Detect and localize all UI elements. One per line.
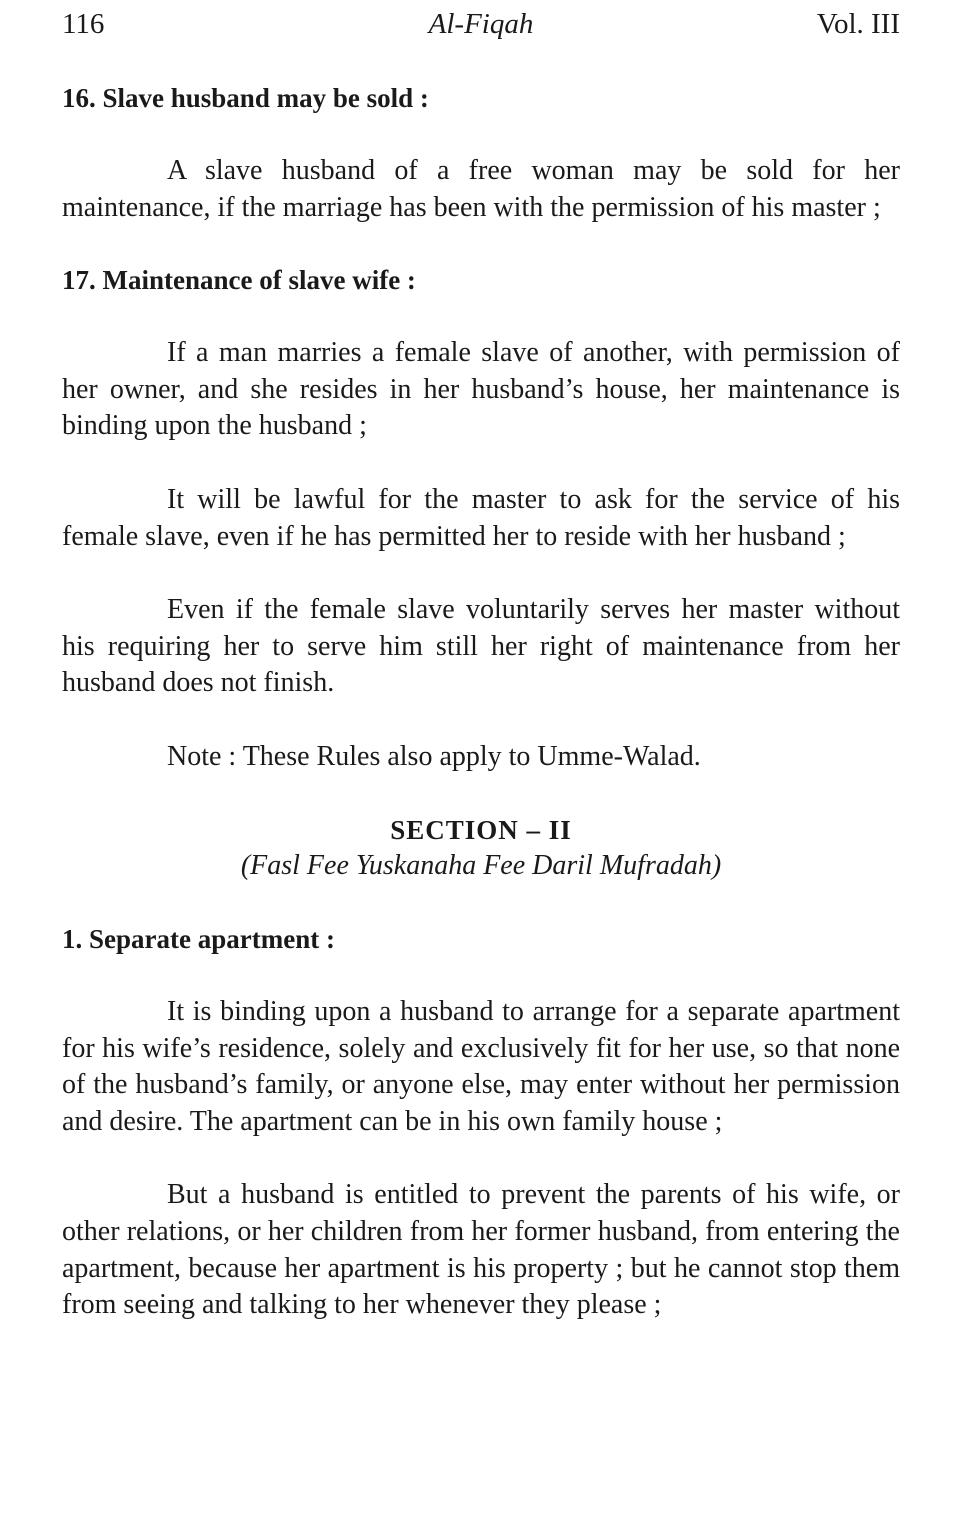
heading-slave-husband: 16. Slave husband may be sold : (62, 83, 429, 113)
running-header (62, 6, 900, 46)
page-number: 116 (62, 8, 105, 40)
heading-separate-apartment: 1. Separate apartment : (62, 923, 335, 954)
paragraph: It is binding upon a husband to arrange for a separate apartment for his wife’s residence, solely and exclusively fit for her use, so that none of the husband’s family, or anyone else, may enter without her permission and desire. The apartment can be in his own family house ; (62, 995, 900, 1137)
paragraph: If a man marries a female slave of another, with permission of her owner, and she resides in her husband’s house, her maintenance is binding upon the husband ; (62, 337, 900, 442)
section-title: SECTION – II (390, 814, 572, 845)
book-title: Al-Fiqah (428, 8, 534, 40)
volume-label: Vol. III (816, 8, 900, 40)
paragraph: But a husband is entitled to prevent the parents of his wife, or other relations, or her children from her former husband, from entering the apartment, because her apartment is his property ; but he cannot stop them from seeing and talking to her whenever they please ; (62, 1179, 900, 1321)
section-subtitle: (Fasl Fee Yuskanaha Fee Daril Mufradah) (240, 849, 722, 881)
paragraph: Even if the female slave voluntarily serves her master without his requiring her to serve him still her right of maintenance from her husband does not finish. (62, 594, 900, 699)
note: Note : These Rules also apply to Umme-Walad. (167, 740, 701, 772)
book-page (62, 6, 900, 1324)
heading-slave-wife: 17. Maintenance of slave wife : (62, 265, 416, 296)
paragraph: A slave husband of a free woman may be sold for her maintenance, if the marriage has been with the permission of his master ; (62, 155, 900, 223)
paragraph: It will be lawful for the master to ask for the service of his female slave, even if he has permitted her to reside with her husband ; (62, 483, 900, 552)
